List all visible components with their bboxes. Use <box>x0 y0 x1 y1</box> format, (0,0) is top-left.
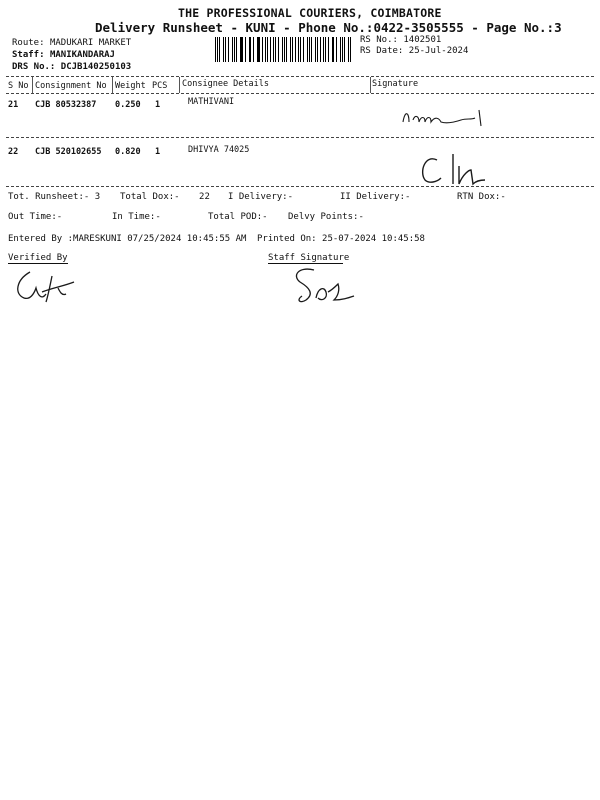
barcode-bar <box>336 37 337 62</box>
row-1-weight: 0.250 <box>115 100 141 110</box>
row-2-consignment: CJB 520102655 <box>35 147 102 157</box>
drs-line <box>12 62 131 72</box>
staff-label: Staff: <box>12 50 45 60</box>
barcode-bar <box>250 37 251 62</box>
row-1-bottom-rule <box>6 137 594 138</box>
barcode-bar <box>245 37 246 62</box>
barcode-bar <box>267 37 268 62</box>
barcode-bar <box>340 37 341 62</box>
col-header-consignee: Consignee Details <box>182 79 269 89</box>
rs-date-line <box>360 46 468 56</box>
barcode-bar <box>249 37 250 62</box>
rs-no-line <box>360 35 441 45</box>
barcode-bar <box>332 37 333 62</box>
table-top-rule <box>6 76 594 77</box>
row-2-signature <box>415 150 495 188</box>
company-title: THE PROFESSIONAL COURIERS, COIMBATORE <box>178 6 442 20</box>
barcode <box>215 37 353 62</box>
verified-by-rule <box>8 263 68 264</box>
row-1-consignment: CJB 80532387 <box>35 100 97 110</box>
rs-date-value: 25-Jul-2024 <box>408 46 469 56</box>
row-2-bottom-rule <box>6 186 594 187</box>
barcode-bar <box>278 37 279 62</box>
barcode-bar <box>348 37 349 62</box>
barcode-bar <box>234 37 235 62</box>
total-dox-label: Total Dox:- <box>120 192 180 202</box>
out-time: Out Time:- <box>8 212 63 222</box>
barcode-bar <box>258 37 259 62</box>
col-divider-4 <box>370 77 371 93</box>
col-header-signature: Signature <box>372 79 419 89</box>
runsheet-title: Delivery Runsheet - KUNI - Phone No.:0422-3505555 - Page No.:3 <box>95 20 562 35</box>
in-time: In Time:- <box>112 212 161 222</box>
barcode-bar <box>323 37 324 62</box>
tot-runsheet: Tot. Runsheet:- 3 <box>8 192 101 202</box>
barcode-bar <box>241 37 242 62</box>
row-1-consignee: MATHIVANI <box>188 97 235 107</box>
barcode-bar <box>344 37 345 62</box>
col-header-weight: Weight <box>115 81 146 91</box>
barcode-bar <box>320 37 321 62</box>
barcode-bar <box>223 37 224 62</box>
row-1-signature <box>395 102 495 132</box>
barcode-bar <box>292 37 293 62</box>
barcode-bar <box>303 37 304 62</box>
barcode-bar <box>298 37 299 62</box>
drs-label: DRS No.: <box>12 62 56 72</box>
barcode-bar <box>262 37 263 62</box>
barcode-bar <box>284 37 285 62</box>
barcode-bar <box>270 37 271 62</box>
barcode-bar <box>253 37 254 62</box>
col-divider-1 <box>32 77 33 93</box>
rtn-dox: RTN Dox:- <box>457 192 506 202</box>
delvy-points: Delvy Points:- <box>288 212 364 222</box>
verified-by-signature <box>12 266 82 306</box>
barcode-bar <box>217 37 218 62</box>
barcode-bar <box>265 37 266 62</box>
barcode-bar <box>219 37 220 62</box>
row-1-sno: 21 <box>8 100 19 110</box>
barcode-bar <box>225 37 226 62</box>
rs-no-value: 1402501 <box>403 35 442 45</box>
barcode-bar <box>295 37 296 62</box>
i-delivery: I Delivery:- <box>228 192 294 202</box>
route-line <box>12 38 131 48</box>
barcode-bar <box>309 37 310 62</box>
barcode-bar <box>228 37 229 62</box>
rs-no-label: RS No.: <box>360 35 398 45</box>
barcode-bar <box>240 37 241 62</box>
col-divider-3 <box>179 77 180 93</box>
staff-signature-label: Staff Signature <box>268 253 350 263</box>
barcode-bar <box>275 37 276 62</box>
barcode-bar <box>317 37 318 62</box>
printed-on: Printed On: 25-07-2024 10:45:58 <box>257 234 425 244</box>
barcode-bar <box>315 37 316 62</box>
barcode-bar <box>307 37 308 62</box>
row-2-consignee: DHIVYA 74025 <box>188 145 250 155</box>
barcode-bar <box>273 37 274 62</box>
barcode-bar <box>215 37 216 62</box>
total-dox <box>120 192 210 202</box>
staff-value: MANIKANDARAJ <box>49 50 115 60</box>
ii-delivery: II Delivery:- <box>340 192 411 202</box>
barcode-bar <box>342 37 343 62</box>
total-dox-value: 22 <box>199 192 210 202</box>
entered-by: Entered By :MARESKUNI 07/25/2024 10:45:55 AM <box>8 234 247 244</box>
col-divider-2 <box>112 77 113 93</box>
col-header-pcs: PCS <box>152 81 168 91</box>
total-pod: Total POD:- <box>208 212 268 222</box>
row-2-sno: 22 <box>8 147 19 157</box>
row-2-pcs: 1 <box>155 147 161 157</box>
barcode-bar <box>300 37 301 62</box>
barcode-bar <box>286 37 287 62</box>
barcode-bar <box>282 37 283 62</box>
row-2-weight: 0.820 <box>115 147 141 157</box>
col-header-sno: S No <box>8 81 29 91</box>
barcode-bar <box>333 37 334 62</box>
barcode-bar <box>232 37 233 62</box>
barcode-bar <box>236 37 237 62</box>
staff-signature <box>288 262 368 307</box>
barcode-bar <box>350 37 351 62</box>
drs-value: DCJB140250103 <box>60 62 132 72</box>
verified-by-label: Verified By <box>8 253 68 263</box>
rs-date-label: RS Date: <box>360 46 404 56</box>
staff-line <box>12 50 115 60</box>
barcode-bar <box>311 37 312 62</box>
barcode-bar <box>328 37 329 62</box>
barcode-bar <box>325 37 326 62</box>
barcode-bar <box>257 37 258 62</box>
header-bottom-rule <box>6 93 594 94</box>
col-header-consignment: Consignment No <box>35 81 107 91</box>
route-label: Route: <box>12 38 45 48</box>
route-value: MADUKARI MARKET <box>49 38 132 48</box>
row-1-pcs: 1 <box>155 100 161 110</box>
barcode-bar <box>290 37 291 62</box>
